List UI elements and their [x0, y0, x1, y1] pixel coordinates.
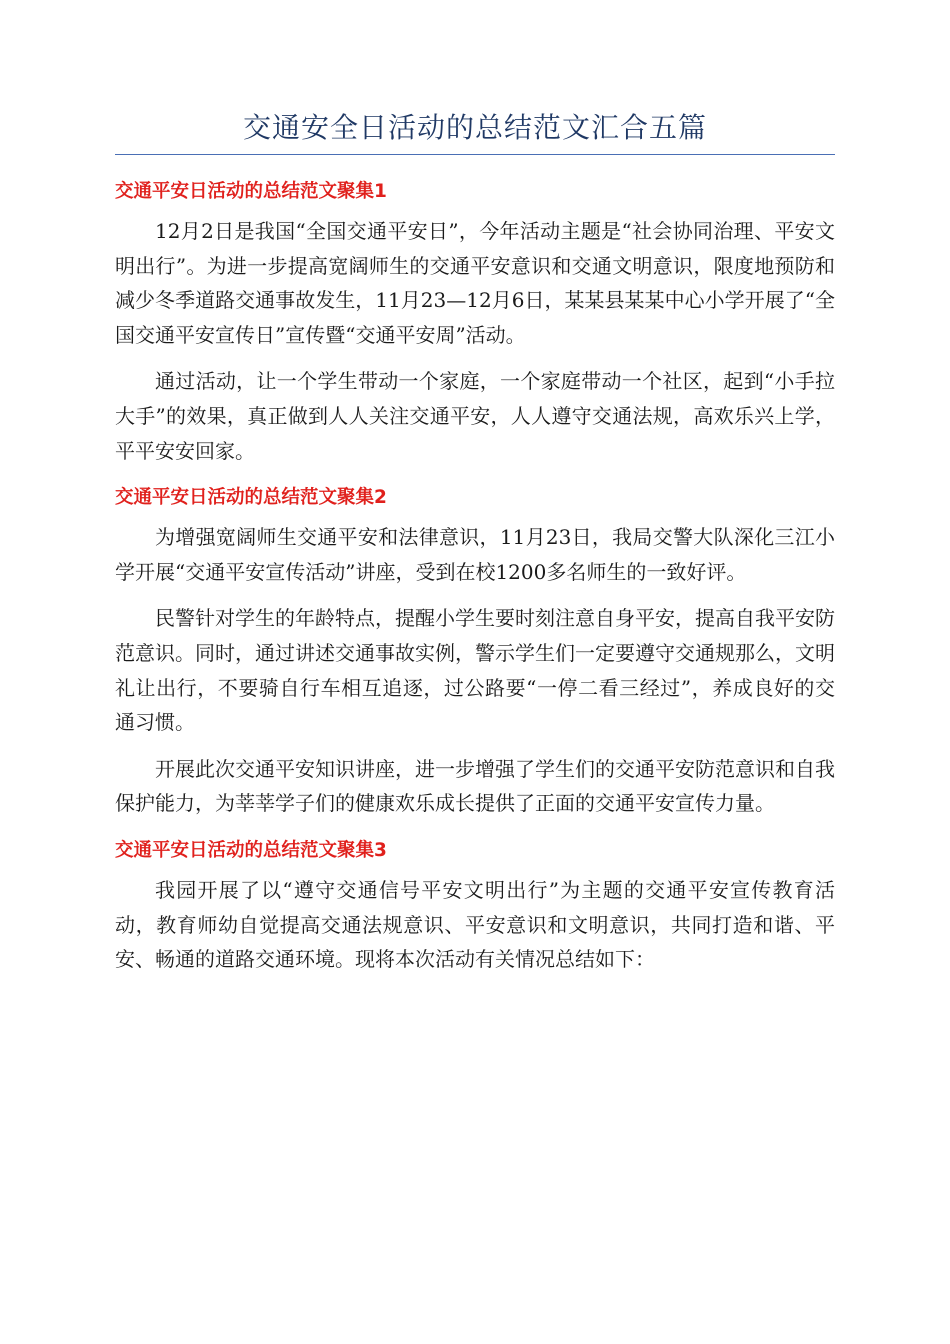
section-heading: 交通平安日活动的总结范文聚集1: [115, 181, 387, 202]
paragraph: 为增强宽阔师生交通平安和法律意识，11月23日，我局交警大队深化三江小学开展“交通平安宣传活动”讲座，受到在校1200多名师生的一致好评。: [115, 525, 835, 584]
section-heading: 交通平安日活动的总结范文聚集3: [115, 839, 387, 861]
section-heading: 交通平安日活动的总结范文聚集2: [115, 487, 387, 509]
section-3: [115, 831, 835, 977]
section-1: [115, 172, 835, 468]
document-title: 交通安全日活动的总结范文汇合五篇: [242, 111, 707, 144]
paragraph: 12月2日是我国“全国交通平安日”，今年活动主题是“社会协同治理、平安文明出行”。为进一步提高宽阔师生的交通平安意识和交通文明意识，限度地预防和减少冬季道路交通事故发生，11月23—12月6日，某某县某某中心小学开展了“全国交通平安宣传日”宣传暨“交通平安周”活动。: [115, 219, 835, 347]
section-2: [115, 478, 835, 821]
document-body: [115, 172, 835, 977]
paragraph: 开展此次交通平安知识讲座，进一步增强了学生们的交通平安防范意识和自我保护能力，为莘莘学子们的健康欢乐成长提供了正面的交通平安宣传力量。: [115, 756, 835, 816]
paragraph: 民警针对学生的年龄特点，提醒小学生要时刻注意自身平安，提高自我平安防范意识。同时，通过讲述交通事故实例，警示学生们一定要遵守交通规那么，文明礼让出行，不要骑自行车相互追逐，过公路要“一停二看三经过”，养成良好的交通习惯。: [115, 606, 835, 735]
title-underline: [115, 154, 835, 155]
paragraph: 我园开展了以“遵守交通信号平安文明出行”为主题的交通平安宣传教育活动，教育师幼自觉提高交通法规意识、平安意识和文明意识，共同打造和谐、平安、畅通的道路交通环境。现将本次活动有关情况总结如下：: [115, 877, 835, 972]
paragraph: 通过活动，让一个学生带动一个家庭，一个家庭带动一个社区，起到“小手拉大手”的效果，真正做到人人关注交通平安，人人遵守交通法规，高欢乐兴上学，平平安安回家。: [115, 369, 835, 463]
